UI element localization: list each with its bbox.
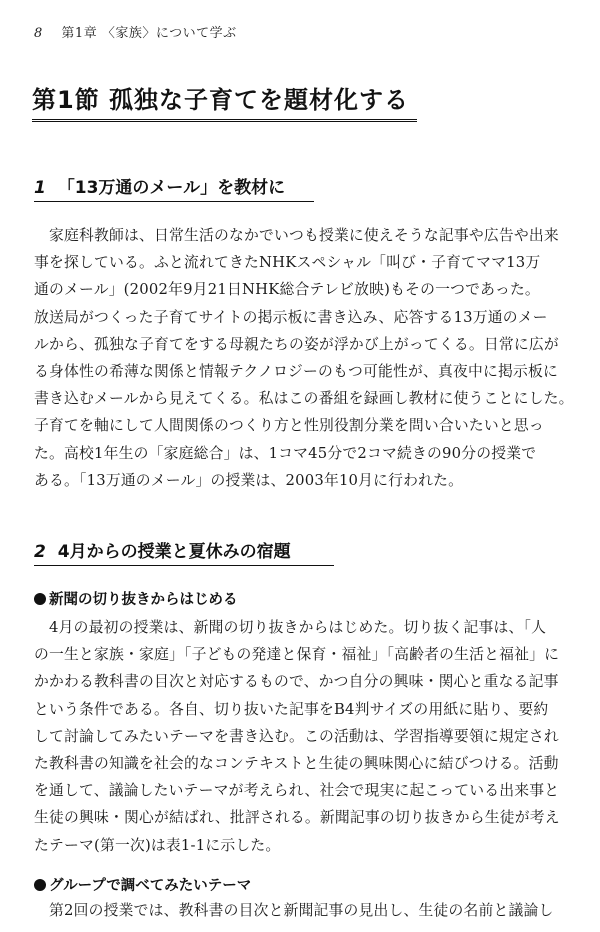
text-line: 書き込むメールから見えてくる。私はこの番組を録画し教材に使うことにした。	[34, 390, 574, 408]
paragraph-block-1	[34, 222, 582, 494]
text-line: た。高校1年生の「家庭総合」は、1コマ45分で2コマ続きの90分の授業で	[34, 444, 537, 462]
text-line: かかわる教科書の目次と対応するもので、かつ自分の興味・関心と重なる記事	[34, 673, 559, 691]
paragraph-block-3	[34, 897, 582, 924]
text-line: る身体性の希薄な関係と情報テクノロジーのもつ可能性が、真夜中に掲示板に	[34, 362, 559, 380]
running-header	[34, 22, 237, 41]
bullet-heading-text: グループで調べてみたいテーマ	[49, 878, 252, 894]
section-title: 第1節 孤独な子育てを題材化する	[32, 80, 417, 122]
text-line: 子育てを軸にして人間関係のつくり方と性別役割分業を問い合いたいと思っ	[34, 417, 544, 435]
text-line: 4月の最初の授業は、新聞の切り抜きからはじめた。切り抜く記事は、「人	[34, 619, 547, 636]
subsection-heading-1	[34, 173, 314, 202]
chapter-title: 第1章 〈家族〉について学ぶ	[61, 26, 237, 41]
text-line: ある。「13万通のメール」の授業は、2003年10月に行われた。	[34, 471, 464, 489]
text-line: 事を探している。ふと流れてきたNHKスペシャル「叫び・子育てママ13万	[34, 254, 541, 272]
text-line: たテーマ(第一次)は表1-1に示した。	[34, 836, 281, 854]
bullet-heading-1	[34, 588, 238, 609]
bullet-icon	[34, 593, 46, 605]
page-number: 8	[34, 26, 43, 41]
text-line: の一生と家族・家庭」「子どもの発達と保育・福祉」「高齢者の生活と福祉」に	[34, 646, 560, 664]
bullet-icon	[34, 879, 46, 891]
text-line: た教科書の知識を社会的なコンテキストと生徒の興味関心に結びつける。活動	[34, 754, 559, 772]
subsection-heading-2	[34, 537, 334, 566]
subsection-number: 2	[34, 542, 46, 562]
text-line: して討論してみたいテーマを書き込む。この活動は、学習指導要領に規定され	[34, 727, 559, 745]
text-line: という条件である。各自、切り抜いた記事をB4判サイズの用紙に貼り、要約	[34, 700, 549, 718]
bullet-heading-text: 新聞の切り抜きからはじめる	[49, 592, 238, 608]
text-line: 通のメール」(2002年9月21日NHK総合テレビ放映)もその一つであった。	[34, 281, 540, 299]
subsection-number: 1	[34, 178, 46, 198]
subsection-title: 4月からの授業と夏休みの宿題	[57, 542, 291, 562]
text-line: 放送局がつくった子育てサイトの掲示板に書き込み、応答する13万通のメー	[34, 308, 548, 326]
subsection-title: 「13万通のメール」を教材に	[57, 178, 286, 198]
bullet-heading-2	[34, 874, 251, 895]
text-line: 生徒の興味・関心が結ばれ、批評される。新聞記事の切り抜きから生徒が考え	[34, 809, 560, 827]
paragraph-block-2	[34, 614, 582, 859]
text-line: ルから、孤独な子育てをする母親たちの姿が浮かび上がってくる。日常に広が	[34, 335, 559, 353]
text-line: 家庭科教師は、日常生活のなかでいつも授業に使えそうな記事や広告や出来	[34, 227, 559, 244]
text-line: を通して、議論したいテーマが考えられ、社会で現実に起こっている出来事と	[34, 782, 560, 800]
text-line: 第2回の授業では、教科書の目次と新聞記事の見出し、生徒の名前と議論し	[34, 902, 554, 919]
